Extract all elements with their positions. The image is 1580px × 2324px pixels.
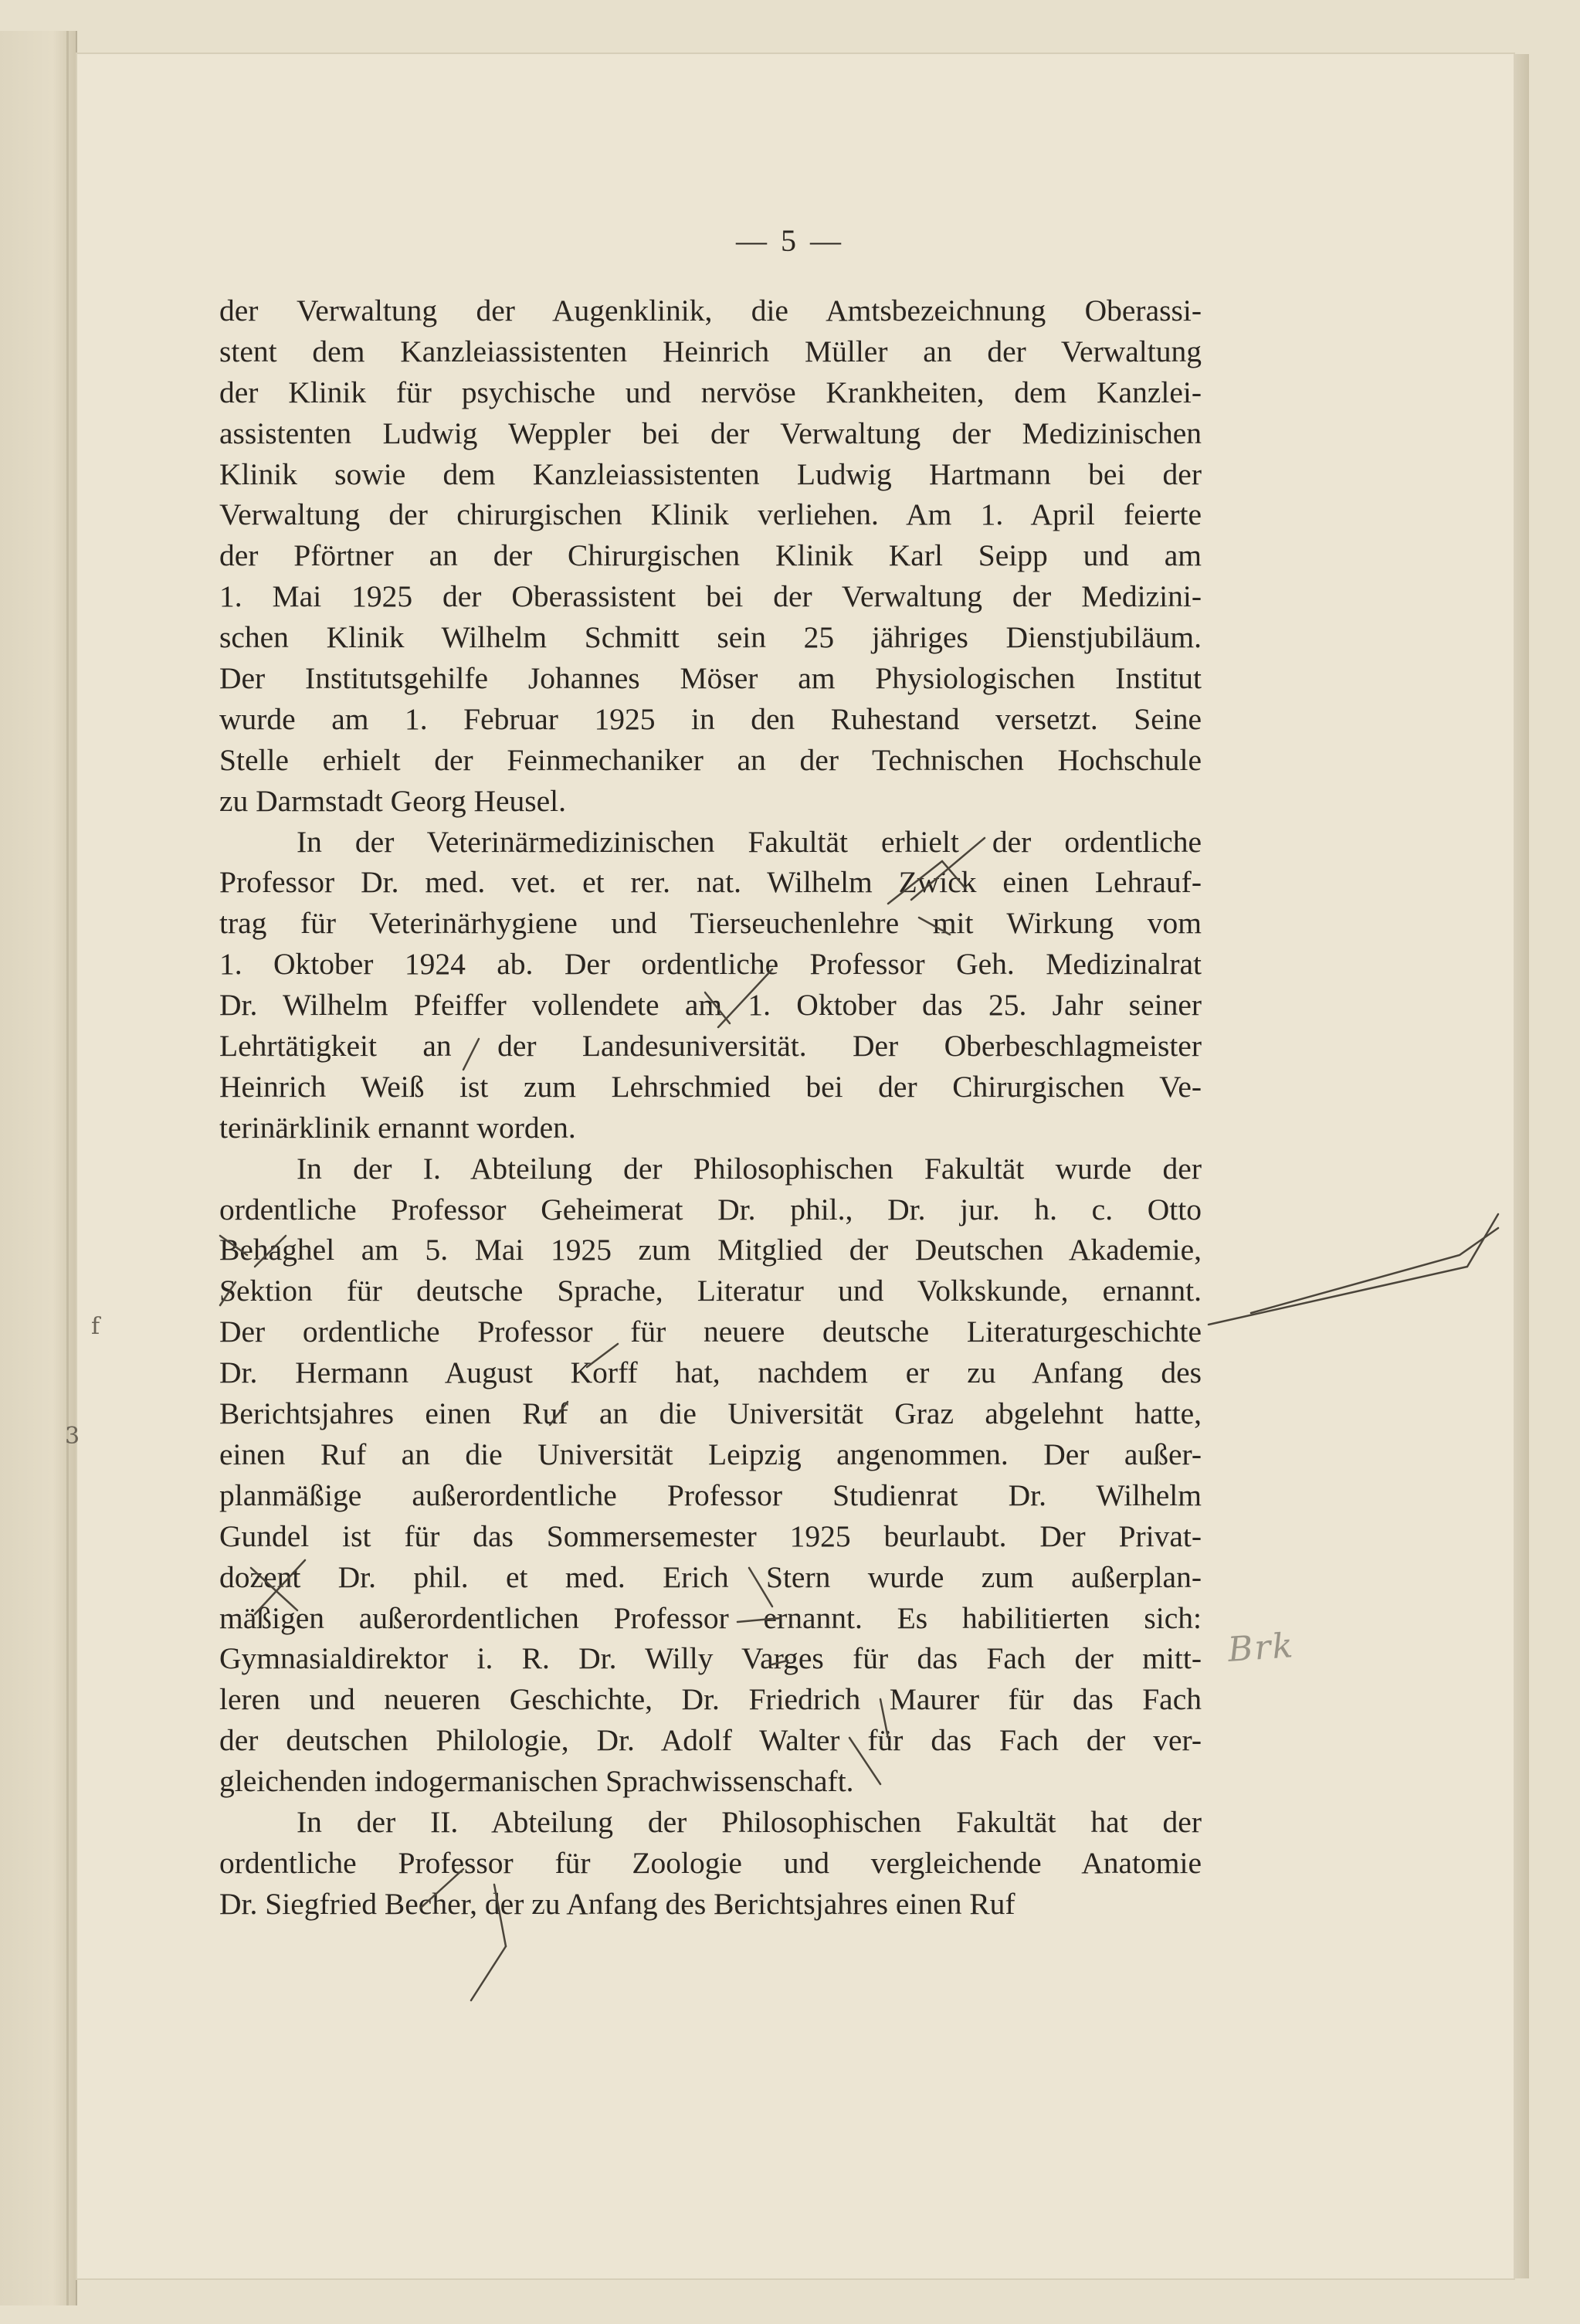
text-line: mäßigen außerordentlichen Professor ernannt. Es habilitierten sich: [219, 1600, 1202, 1635]
text-line: Gundel ist für das Sommersemester 1925 beurlaubt. Der Privat- [219, 1518, 1202, 1553]
text-line: der Verwaltung der Augenklinik, die Amtsbezeichnung Oberassi- [219, 293, 1202, 327]
left-page-edge [0, 31, 77, 2305]
text-line: der deutschen Philologie, Dr. Adolf Walter für das Fach der ver- [219, 1723, 1202, 1758]
margin-mark: f [91, 1313, 100, 1340]
text-line: Dr. Hermann August Korff hat, nachdem er zu Anfang des [219, 1355, 1202, 1390]
text-line: Behaghel am 5. Mai 1925 zum Mitglied der Deutschen Akademie, [219, 1233, 1202, 1267]
text-line: ordentliche Professor Geheimerat Dr. phil., Dr. jur. h. c. Otto [219, 1192, 1202, 1226]
text-line: Stelle erhielt der Feinmechaniker an der Technischen Hochschule [219, 742, 1202, 777]
body-text [219, 290, 1202, 1925]
text-line: In der II. Abteilung der Philosophischen Fakultät hat der [297, 1804, 1202, 1839]
handwritten-margin-note: Brk [1226, 1626, 1296, 1670]
text-line: In der I. Abteilung der Philosophischen Fakultät wurde der [297, 1151, 1202, 1186]
text-line: In der Veterinärmedizinischen Fakultät erhielt der ordentliche [297, 824, 1202, 859]
text-line: Berichtsjahres einen Ruf an die Universität Graz abgelehnt hatte, [219, 1396, 1202, 1431]
text-line: trag für Veterinärhygiene und Tierseuchenlehre mit Wirkung vom [219, 906, 1202, 941]
text-line: gleichenden indogermanischen Sprachwissenschaft. [219, 1764, 854, 1799]
text-line: Dr. Wilhelm Pfeiffer vollendete am 1. Oktober das 25. Jahr seiner [219, 988, 1202, 1023]
text-line: Gymnasialdirektor i. R. Dr. Willy Varges für das Fach der mitt- [219, 1641, 1202, 1676]
text-line: planmäßige außerordentliche Professor Studienrat Dr. Wilhelm [219, 1478, 1202, 1512]
page-number: — 5 — [736, 223, 844, 258]
text-line: ordentliche Professor für Zoologie und vergleichende Anatomie [219, 1845, 1202, 1880]
text-line: Lehrtätigkeit an der Landesuniversität. Der Oberbeschlagmeister [219, 1029, 1202, 1064]
text-line: 1. Mai 1925 der Oberassistent bei der Verwaltung der Medizini- [219, 579, 1202, 614]
text-line: terinärklinik ernannt worden. [219, 1110, 576, 1145]
text-line: der Klinik für psychische und nervöse Krankheiten, dem Kanzlei- [219, 375, 1202, 409]
text-line: zu Darmstadt Georg Heusel. [219, 783, 567, 818]
right-page-edge [1514, 54, 1529, 2278]
text-line: 1. Oktober 1924 ab. Der ordentliche Professor Geh. Medizinalrat [219, 947, 1202, 982]
text-line: assistenten Ludwig Weppler bei der Verwaltung der Medizinischen [219, 416, 1202, 450]
text-line: wurde am 1. Februar 1925 in den Ruhestand versetzt. Seine [219, 701, 1202, 736]
binding-gutter [66, 31, 69, 2305]
text-line: leren und neueren Geschichte, Dr. Friedrich Maurer für das Fach [219, 1682, 1202, 1717]
text-line: Sektion für deutsche Sprache, Literatur und Volkskunde, ernannt. [219, 1274, 1202, 1308]
text-line: der Pförtner an der Chirurgischen Klinik Karl Seipp und am [219, 538, 1202, 573]
text-line: Der ordentliche Professor für neuere deutsche Literaturgeschichte [219, 1315, 1202, 1349]
text-line: Heinrich Weiß ist zum Lehrschmied bei der Chirurgischen Ve- [219, 1069, 1202, 1104]
text-line: schen Klinik Wilhelm Schmitt sein 25 jähriges Dienstjubiläum. [219, 620, 1202, 655]
text-line: Professor Dr. med. vet. et rer. nat. Wilhelm Zwick einen Lehrauf- [219, 865, 1202, 900]
text-line: dozent Dr. phil. et med. Erich Stern wurde zum außerplan- [219, 1559, 1202, 1594]
text-line: Dr. Siegfried Becher, der zu Anfang des Berichtsjahres einen Ruf [219, 1886, 1015, 1921]
text-line: Verwaltung der chirurgischen Klinik verliehen. Am 1. April feierte [219, 497, 1202, 532]
text-line: stent dem Kanzleiassistenten Heinrich Müller an der Verwaltung [219, 334, 1202, 368]
text-line: Der Institutsgehilfe Johannes Möser am Physiologischen Institut [219, 661, 1202, 696]
margin-mark: 3 [65, 1423, 80, 1450]
text-line: einen Ruf an die Universität Leipzig angenommen. Der außer- [219, 1437, 1202, 1471]
text-line: Klinik sowie dem Kanzleiassistenten Ludwig Hartmann bei der [219, 456, 1202, 491]
